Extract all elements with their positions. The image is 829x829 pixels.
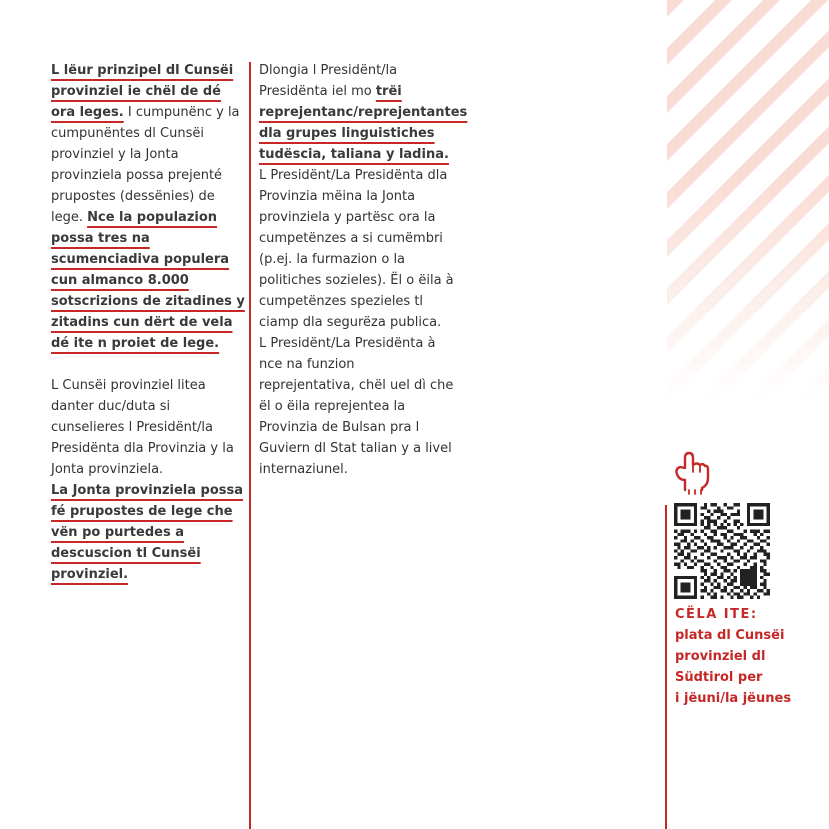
text-president-intro: Dlongia l Presidënt/la Presidënta iel mo <box>259 63 398 99</box>
text-president-duties: L Presidënt/La Presidënta dla Provinzia mëina la Jonta provinziela y partësc ora la cumpetënzes a si cumëmbri (p.ej. la furmazion o la politiches sozieles). Ël o ëila à cumpetënzes spezieles tl ciamp dla segurëza publica. <box>259 168 454 330</box>
text-proposals: I cumpunënc y la cumpunëntes dl Cunsëi provinziel y la Jonta provinziela possa prejenté prupostes (dessënies) de lege. <box>51 105 240 225</box>
paragraph-president <box>259 60 468 480</box>
column-divider-right <box>665 505 667 829</box>
column-divider-left <box>249 62 251 829</box>
text-column-2 <box>259 60 468 480</box>
text-column-1 <box>51 60 245 585</box>
text-election: L Cunsëi provinziel litea danter duc/duta si cunselieres l Presidënt/la Presidënta dla Provinzia y la Jonta provinziela. <box>51 378 234 477</box>
paragraph-legislation <box>51 60 245 354</box>
sidebar-line-1: plata dl Cunsëi <box>675 628 785 643</box>
paragraph-election <box>51 375 245 585</box>
text-representation: L Presidënt/La Presidënta à nce na funzion reprejentativa, chël uel dì che ël o ëila reprejentea la Provinzia de Bulsan pra l Guviern dl Stat talian y a livel internaziunel. <box>259 336 454 477</box>
sidebar-heading: CËLA ITE: <box>675 607 758 622</box>
sidebar-link-text[interactable] <box>675 604 825 709</box>
highlight-language-groups: trëi reprejentanc/reprejentantes dla grupes linguistiches tudëscia, taliana y ladina. <box>259 84 468 162</box>
highlight-main-task: L lëur prinzipel dl Cunsëi provinziel ie chël de dé ora leges. <box>51 63 234 120</box>
sidebar-line-4: i jëuni/la jëunes <box>675 691 792 706</box>
sidebar-line-3: Südtirol per <box>675 670 763 685</box>
qr-code-icon[interactable] <box>674 503 770 599</box>
highlight-government-proposals: La Jonta provinziela possa fé prupostes de lege che vën po purtedes a descuscion tl Cunsëi provinziel. <box>51 483 244 582</box>
sidebar-line-2: provinziel dl <box>675 649 766 664</box>
decorative-stripes <box>667 0 829 400</box>
pointing-hand-icon <box>671 450 711 496</box>
highlight-popular-initiative: Nce la populazion possa tres na scumenciadiva populera cun almanco 8.000 sotscrizions de zitadines y zitadins cun dërt de vela dé ite n proiet de lege. <box>51 210 245 351</box>
